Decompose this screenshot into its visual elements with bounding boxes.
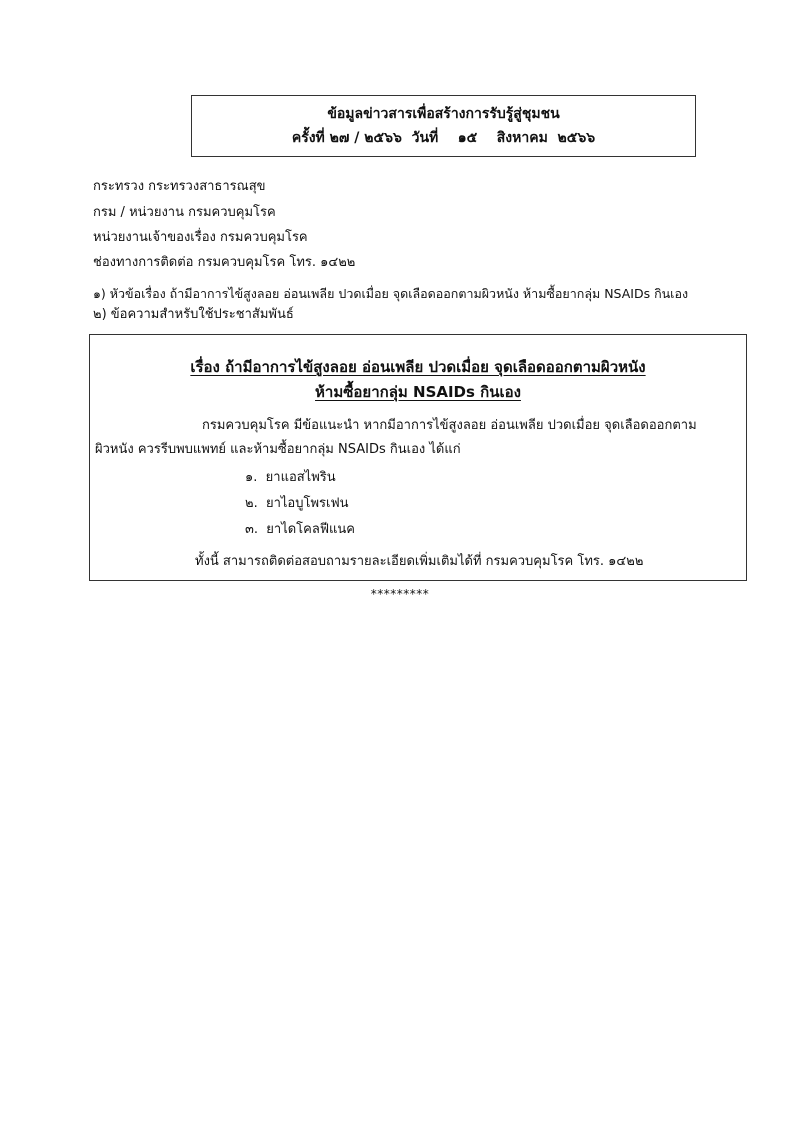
meta-owner-unit: หน่วยงานเจ้าของเรื่อง กรมควบคุมโรค bbox=[93, 230, 308, 245]
meta-ministry: กระทรวง กระทรวงสาธารณสุข bbox=[93, 179, 266, 194]
header-title: ข้อมูลข่าวสารเพื่อสร้างการรับรู้สู่ชุมชน bbox=[327, 106, 560, 122]
list-item: ๑. ยาแอสไพริน bbox=[245, 470, 336, 485]
content-title-line1: เรื่อง ถ้ามีอาการไข้สูงลอย อ่อนเพลีย ปวดเมื่อย จุดเลือดออกตามผิวหนัง bbox=[190, 358, 646, 376]
meta-item-topic: ๑) หัวข้อเรื่อง ถ้ามีอาการไข้สูงลอย อ่อนเพลีย ปวดเมื่อย จุดเลือดออกตามผิวหนัง ห้ามซื้อยากลุ่ม NSAIDs กินเอง bbox=[93, 286, 689, 301]
content-box bbox=[89, 334, 747, 581]
end-marker: ********* bbox=[370, 587, 430, 601]
meta-item-message: ๒) ข้อความสำหรับใช้ประชาสัมพันธ์ bbox=[93, 307, 294, 322]
content-title-line2: ห้ามซื้อยากลุ่ม NSAIDs กินเอง bbox=[315, 383, 521, 401]
list-item: ๓. ยาไดโคลฟีแนค bbox=[245, 522, 355, 537]
content-paragraph-line1: กรมควบคุมโรค มีข้อแนะนำ หากมีอาการไข้สูงลอย อ่อนเพลีย ปวดเมื่อย จุดเลือดออกตาม bbox=[202, 418, 697, 433]
meta-department: กรม / หน่วยงาน กรมควบคุมโรค bbox=[93, 205, 276, 220]
content-closing: ทั้งนี้ สามารถติดต่อสอบถามรายละเอียดเพิ่มเติมได้ที่ กรมควบคุมโรค โทร. ๑๔๒๒ bbox=[195, 554, 644, 569]
meta-contact: ช่องทางการติดต่อ กรมควบคุมโรค โทร. ๑๔๒๒ bbox=[93, 255, 356, 270]
content-paragraph-line2: ผิวหนัง ควรรีบพบแพทย์ และห้ามซื้อยากลุ่ม NSAIDs กินเอง ได้แก่ bbox=[95, 442, 461, 457]
header-issue-date: ครั้งที่ ๒๗ / ๒๕๖๖ วันที่ ๑๕ สิงหาคม ๒๕๖๖ bbox=[291, 130, 596, 146]
header-box bbox=[191, 95, 696, 157]
list-item: ๒. ยาไอบูโพรเฟน bbox=[245, 496, 349, 511]
